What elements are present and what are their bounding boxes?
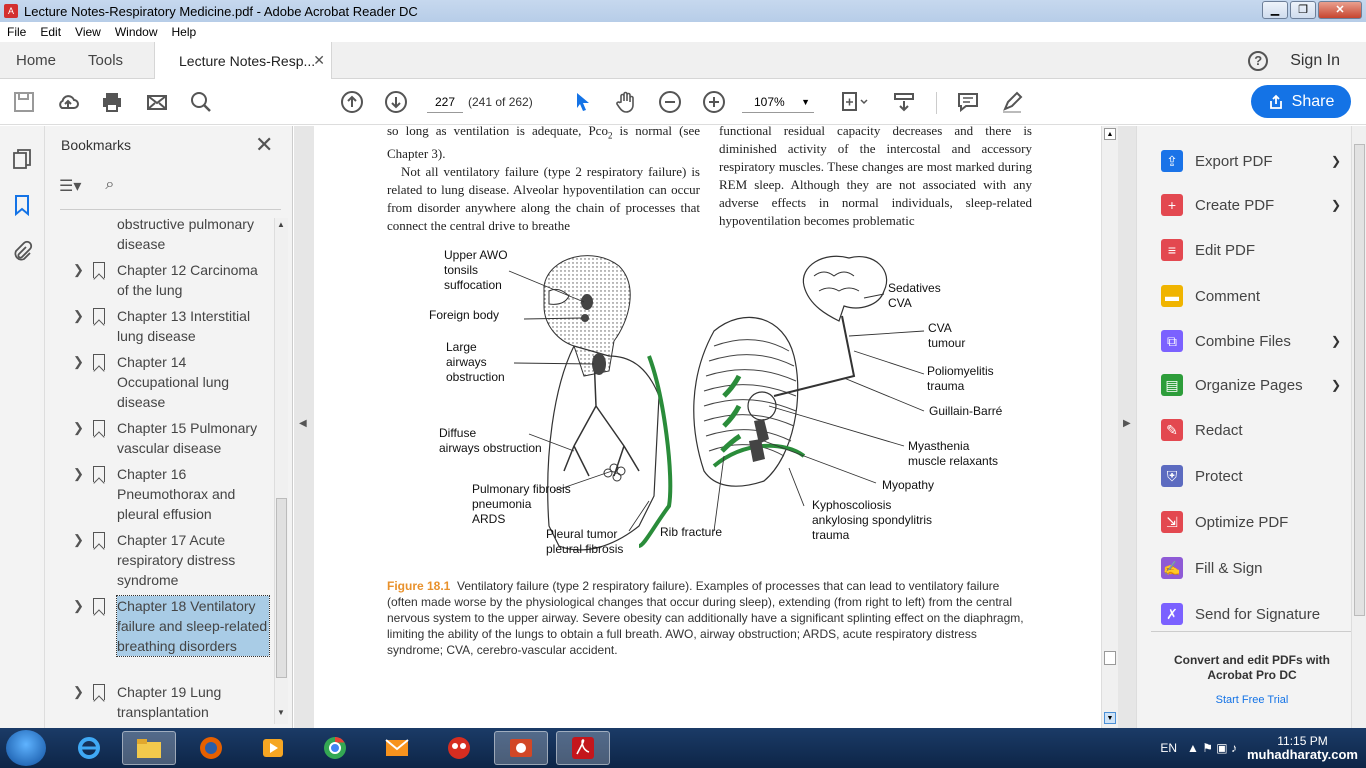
language-indicator[interactable]: EN — [1160, 741, 1177, 755]
bookmarks-panel — [45, 126, 293, 728]
main-toolbar — [0, 80, 1366, 125]
close-tab-icon[interactable]: ✕ — [313, 52, 325, 68]
scroll-down-icon[interactable]: ▼ — [1104, 712, 1116, 724]
select-cursor-icon[interactable] — [570, 90, 594, 114]
internet-explorer-icon[interactable] — [62, 731, 116, 765]
export-pdf-icon: ⇪ — [1161, 150, 1183, 172]
tool-edit-pdf[interactable]: ≡ Edit PDF — [1161, 235, 1341, 265]
chevron-right-icon[interactable]: ❯ — [73, 684, 84, 699]
media-player-icon[interactable] — [246, 731, 300, 765]
menu-view[interactable]: View — [75, 25, 101, 39]
bookmark-icon — [93, 684, 105, 700]
bookmark-list — [45, 214, 273, 726]
collapse-left-icon[interactable]: ◀ — [299, 418, 307, 429]
bookmarks-title: Bookmarks — [61, 137, 132, 153]
close-window-button[interactable]: ✕ — [1318, 1, 1362, 19]
system-tray — [1160, 728, 1366, 768]
bookmark-label: Chapter 19 Lung transplantation — [117, 684, 222, 720]
previous-page-icon[interactable] — [340, 90, 364, 114]
scroll-up-icon[interactable]: ▲ — [277, 220, 285, 229]
bookmarks-toolbar — [59, 176, 114, 196]
figure-label: Pleural tumor pleural fibrosis — [546, 527, 624, 556]
sign-in-link[interactable]: Sign In — [1290, 51, 1340, 69]
bookmark-label: Chapter 16 Pneumothorax and pleural effusion — [117, 466, 236, 522]
minimize-button[interactable]: ▁ — [1262, 1, 1288, 19]
tool-optimize-pdf[interactable]: ⇲ Optimize PDF — [1161, 507, 1341, 537]
combine-files-icon: ⧉ — [1161, 330, 1183, 352]
tool-organize-pages[interactable]: ▤ Organize Pages ❯ — [1161, 370, 1341, 400]
menu-edit[interactable]: Edit — [40, 25, 62, 39]
scroll-up-icon[interactable]: ▲ — [1104, 128, 1116, 140]
edit-pdf-icon: ≡ — [1161, 239, 1183, 261]
messenger-icon[interactable] — [432, 731, 486, 765]
tab-document-label: Lecture Notes-Resp... — [179, 52, 316, 69]
figure-label: Foreign body — [429, 308, 500, 322]
tab-bar — [0, 42, 1366, 79]
menu-bar — [0, 22, 1366, 42]
search-icon[interactable] — [189, 90, 213, 114]
chevron-right-icon[interactable]: ❯ — [73, 420, 84, 435]
restore-button[interactable]: ❐ — [1290, 1, 1316, 19]
right-text-column: functional residual capacity decreases and there is diminished activity of the intercostal and accessory respiratory muscles. These changes are most marked during REM sleep. Although they are not associated with any adverse effects in normal individuals, sleep-related hypoventilation becomes problematic — [719, 123, 1032, 228]
print-icon[interactable] — [100, 90, 124, 114]
tab-tools[interactable]: Tools — [88, 51, 124, 69]
window-title: Lecture Notes-Respiratory Medicine.pdf - Adobe Acrobat Reader DC — [24, 3, 418, 19]
firefox-icon[interactable] — [184, 731, 238, 765]
scroll-thumb[interactable] — [1354, 144, 1365, 616]
share-label: Share — [1291, 92, 1335, 110]
page-fit-icon[interactable] — [840, 90, 864, 114]
figure-label: Pulmonary fibrosis pneumonia ARDS — [472, 482, 571, 526]
tray-icons[interactable]: ▲ ⚑ ▣ ♪ — [1187, 741, 1237, 755]
bookmark-icon — [93, 354, 105, 370]
save-icon[interactable] — [12, 90, 36, 114]
chevron-right-icon[interactable]: ❯ — [73, 598, 84, 613]
tool-create-pdf[interactable]: + Create PDF ❯ — [1161, 190, 1341, 220]
tab-home[interactable]: Home — [16, 51, 57, 69]
tool-fill-sign[interactable]: ✍ Fill & Sign — [1161, 553, 1341, 583]
close-icon[interactable]: ✕ — [255, 132, 274, 157]
page-number-input[interactable]: 227 — [427, 91, 463, 113]
tab-document[interactable] — [154, 42, 332, 79]
figure-label: Upper AWO tonsils suffocation — [444, 248, 508, 292]
menu-file[interactable]: File — [7, 25, 27, 39]
redact-icon: ✎ — [1161, 419, 1183, 441]
figure-caption — [387, 578, 1032, 658]
help-icon[interactable]: ? — [1248, 51, 1268, 71]
chevron-right-icon[interactable]: ❯ — [73, 532, 84, 547]
bookmark-icon — [93, 466, 105, 482]
figure-number: Figure 18.1 — [387, 579, 451, 593]
chevron-right-icon[interactable]: ❯ — [73, 308, 84, 323]
bookmark-label: obstructive pulmonary disease — [117, 216, 254, 252]
acrobat-taskbar-icon[interactable] — [556, 731, 610, 765]
zoom-select[interactable] — [742, 91, 814, 113]
left-text-column: so long as ventilation is adequate, Pco$_2$ is normal (see Chapter 3). Not all ventilatory failure (type 2 respiratory failure) is related to lung disease. Alveolar hypoventilation can occur from disorder anywhere along the chain of processes that connect the central drive to breathe — [387, 123, 700, 233]
email-icon[interactable] — [145, 90, 169, 114]
fill-sign-icon: ✍ — [1161, 557, 1183, 579]
document-scrollbar[interactable] — [1101, 126, 1118, 728]
zoom-out-icon[interactable] — [658, 90, 682, 114]
organize-pages-icon: ▤ — [1161, 374, 1183, 396]
figure-label: Poliomyelitis trauma — [927, 364, 994, 393]
tools-scrollbar[interactable] — [1351, 126, 1366, 728]
clock[interactable]: 11:15 PM muhadharaty.com — [1246, 734, 1358, 762]
figure-label: Large airways obstruction — [446, 340, 505, 384]
figure-label: CVA tumour — [928, 321, 966, 350]
scroll-thumb[interactable] — [1104, 651, 1116, 665]
comment-icon: ▬ — [1161, 285, 1183, 307]
scroll-down-icon[interactable]: ▼ — [277, 708, 285, 717]
figure-label: Rib fracture — [660, 525, 723, 539]
bookmark-icon — [93, 308, 105, 324]
chevron-down-icon[interactable]: ❯ — [1330, 334, 1341, 348]
start-free-trial-link[interactable]: Start Free Trial — [1215, 694, 1289, 706]
bookmark-icon — [93, 420, 105, 436]
chevron-right-icon[interactable]: ❯ — [73, 262, 84, 277]
bookmarks-icon[interactable] — [11, 194, 33, 216]
bookmarks-scrollbar[interactable] — [274, 218, 288, 724]
bookmark-icon — [93, 262, 105, 278]
send-signature-icon: ✗ — [1161, 603, 1183, 625]
figure-label: Kyphoscoliosis ankylosing spondylitris trauma — [812, 498, 933, 542]
title-bar — [0, 0, 1366, 22]
protect-icon: ⛨ — [1161, 465, 1183, 487]
comment-icon[interactable] — [956, 90, 980, 114]
scroll-thumb[interactable] — [276, 498, 287, 678]
menu-help[interactable]: Help — [171, 25, 197, 39]
tool-send-for-signature[interactable]: ✗ Send for Signature — [1161, 599, 1341, 629]
promo-text: Convert and edit PDFs with Acrobat Pro DC — [1173, 653, 1330, 682]
figure-label: Sedatives CVA — [888, 281, 941, 310]
tool-redact[interactable]: ✎ Redact — [1161, 415, 1341, 445]
next-page-icon[interactable] — [384, 90, 408, 114]
bookmark-label: Chapter 18 Ventilatory failure and sleep-related breathing disorders — [117, 598, 268, 654]
chevron-right-icon[interactable]: ❯ — [73, 354, 84, 369]
powerpoint-icon[interactable] — [494, 731, 548, 765]
highlight-pen-icon[interactable] — [1000, 90, 1024, 114]
bookmark-icon — [93, 532, 105, 548]
chrome-icon[interactable] — [308, 731, 362, 765]
upload-cloud-icon[interactable] — [56, 90, 80, 114]
share-button[interactable] — [1251, 85, 1351, 118]
tool-comment[interactable]: ▬ Comment — [1161, 281, 1341, 311]
find-bookmark-icon[interactable]: ⌕ — [105, 176, 115, 193]
hand-tool-icon[interactable] — [614, 90, 638, 114]
page-count: (241 of 262) — [468, 95, 533, 109]
bookmark-label: Chapter 14 Occupational lung disease — [117, 354, 230, 410]
figure-label: Diffuse airways obstruction — [439, 426, 542, 455]
share-icon — [1268, 94, 1284, 110]
zoom-value: 107% — [754, 95, 785, 109]
file-explorer-icon[interactable] — [122, 731, 176, 765]
tool-combine-files[interactable]: ⧉ Combine Files ❯ — [1161, 326, 1341, 356]
figure-label: Myopathy — [882, 478, 935, 492]
windows-taskbar — [0, 728, 1366, 768]
acrobat-icon: A — [4, 4, 18, 18]
page-thumbnails-icon[interactable] — [11, 148, 33, 170]
collapse-right-icon[interactable]: ▶ — [1123, 418, 1131, 429]
bookmark-icon — [93, 598, 105, 614]
figure-label: Guillain-Barré — [929, 404, 1003, 418]
bookmark-options-icon[interactable]: ☰▾ — [59, 178, 82, 195]
caption-text: Ventilatory failure (type 2 respiratory failure). Examples of processes that can lead to ventilatory failure (often made worse by the physiological changes that occur during sleep), extending (from right to left) from the central nervous system to the upper airway. Severe obesity can additionally have a significant splinting effect on the diaphragm, limiting the ability of the lungs to obtain a full breath. AWO, airway obstruction; ARDS, acute respiratory distress syndrome; CVA, cerebro-vascular accident. — [387, 579, 1024, 657]
chevron-down-icon[interactable]: ❯ — [1330, 378, 1341, 392]
tool-protect[interactable]: ⛨ Protect — [1161, 461, 1341, 491]
bookmark-label: Chapter 12 Carcinoma of the lung — [117, 262, 258, 298]
chevron-right-icon[interactable]: ❯ — [73, 466, 84, 481]
tool-export-pdf[interactable]: ⇪ Export PDF ❯ — [1161, 146, 1341, 176]
chevron-down-icon[interactable]: ❯ — [1330, 154, 1341, 168]
window-controls — [1262, 1, 1362, 19]
scroll-mode-icon[interactable] — [892, 90, 916, 114]
menu-window[interactable]: Window — [114, 25, 158, 39]
document-viewer — [294, 123, 1136, 728]
bookmark-label: Chapter 17 Acute respiratory distress syndrome — [117, 532, 236, 588]
bookmark-label: Chapter 15 Pulmonary vascular disease — [117, 420, 258, 456]
bookmark-label: Chapter 13 Interstitial lung disease — [117, 308, 251, 344]
optimize-pdf-icon: ⇲ — [1161, 511, 1183, 533]
left-rail — [0, 126, 45, 728]
tools-panel — [1136, 126, 1366, 728]
chevron-down-icon: ▼ — [801, 97, 810, 107]
start-button[interactable] — [6, 730, 46, 766]
figure-ventilatory-failure — [424, 246, 1024, 576]
mail-app-icon[interactable] — [370, 731, 424, 765]
create-pdf-icon: + — [1161, 194, 1183, 216]
zoom-in-icon[interactable] — [702, 90, 726, 114]
watermark: muhadharaty.com — [1246, 747, 1358, 762]
pdf-page — [314, 123, 1101, 728]
figure-label: Myasthenia muscle relaxants — [908, 439, 999, 468]
attachments-icon[interactable] — [11, 240, 33, 262]
chevron-down-icon[interactable]: ❯ — [1330, 198, 1341, 212]
